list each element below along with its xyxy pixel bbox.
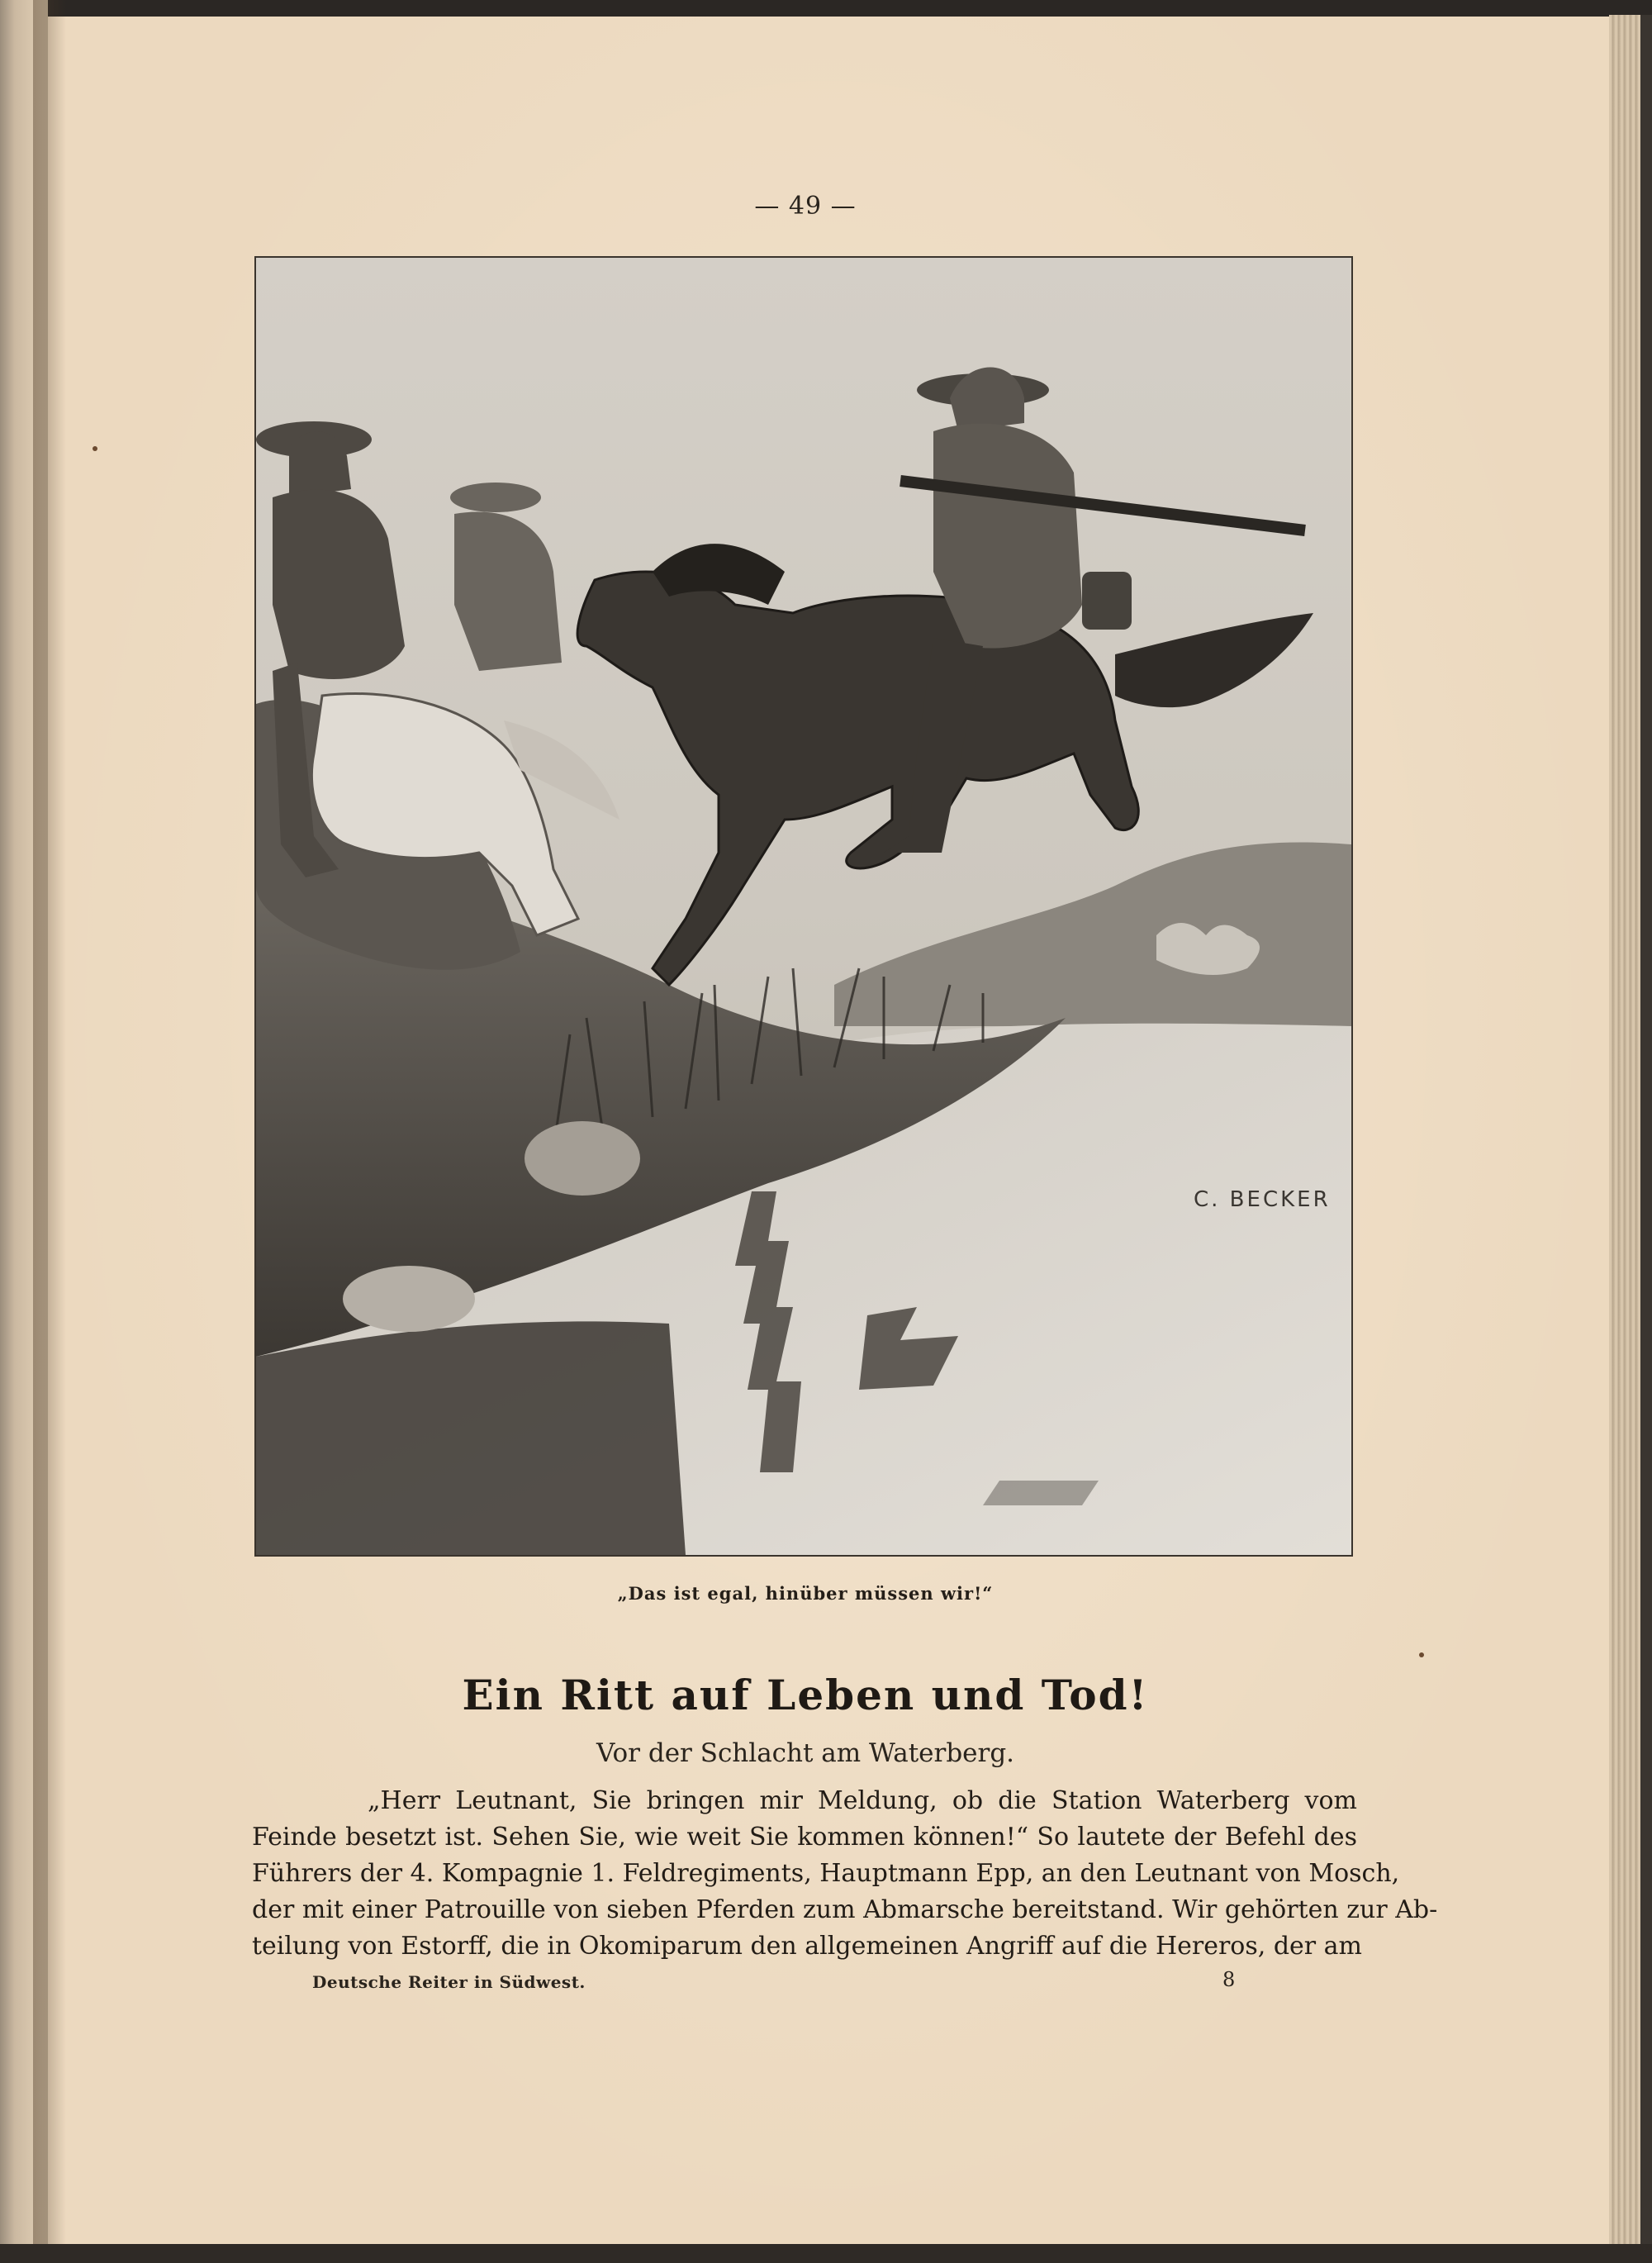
illustration-drawing [256, 258, 1351, 1555]
page-number: — 49 — [754, 192, 857, 221]
text-line: teilung von Estorff, die in Okomiparum den allgemeinen Angriff auf die Hereros, der am [252, 1932, 1363, 1961]
rock [343, 1266, 475, 1332]
text-line: „Herr Leutnant, Sie bringen mir Meldung, ob die Station Waterberg vom [368, 1786, 1357, 1815]
gutter-shadow [33, 0, 66, 2263]
artist-signature: C. BECKER [1194, 1187, 1331, 1212]
paper-fleck [93, 446, 97, 451]
running-footer-title: Deutsche Reiter in Südwest. [312, 1972, 586, 1992]
right-page-edges [1609, 15, 1652, 2263]
rock [525, 1121, 640, 1196]
article-subtitle: Vor der Schlacht am Waterberg. [596, 1738, 1015, 1768]
scan-background-bottom [0, 2244, 1652, 2263]
article-body [252, 1783, 1438, 1965]
text-line: Feinde besetzt ist. Sehen Sie, wie weit Sie kommen können!“ So lautete der Befehl des [252, 1823, 1357, 1852]
scan-background-top [0, 0, 1652, 18]
text-line: Führers der 4. Kompagnie 1. Feldregiments, Hauptmann Epp, an den Leutnant von Mosch, [252, 1859, 1400, 1888]
signature-mark: 8 [1222, 1968, 1236, 1991]
article-title: Ein Ritt auf Leben und Tod! [462, 1671, 1149, 1719]
illustration [254, 256, 1353, 1557]
illustration-caption: „Das ist egal, hinüber müssen wir!“ [617, 1583, 994, 1604]
text-line: der mit einer Patrouille von sieben Pferden zum Abmarsche bereitstand. Wir gehörten zur Ab- [252, 1895, 1438, 1924]
paper-fleck [1419, 1652, 1424, 1657]
